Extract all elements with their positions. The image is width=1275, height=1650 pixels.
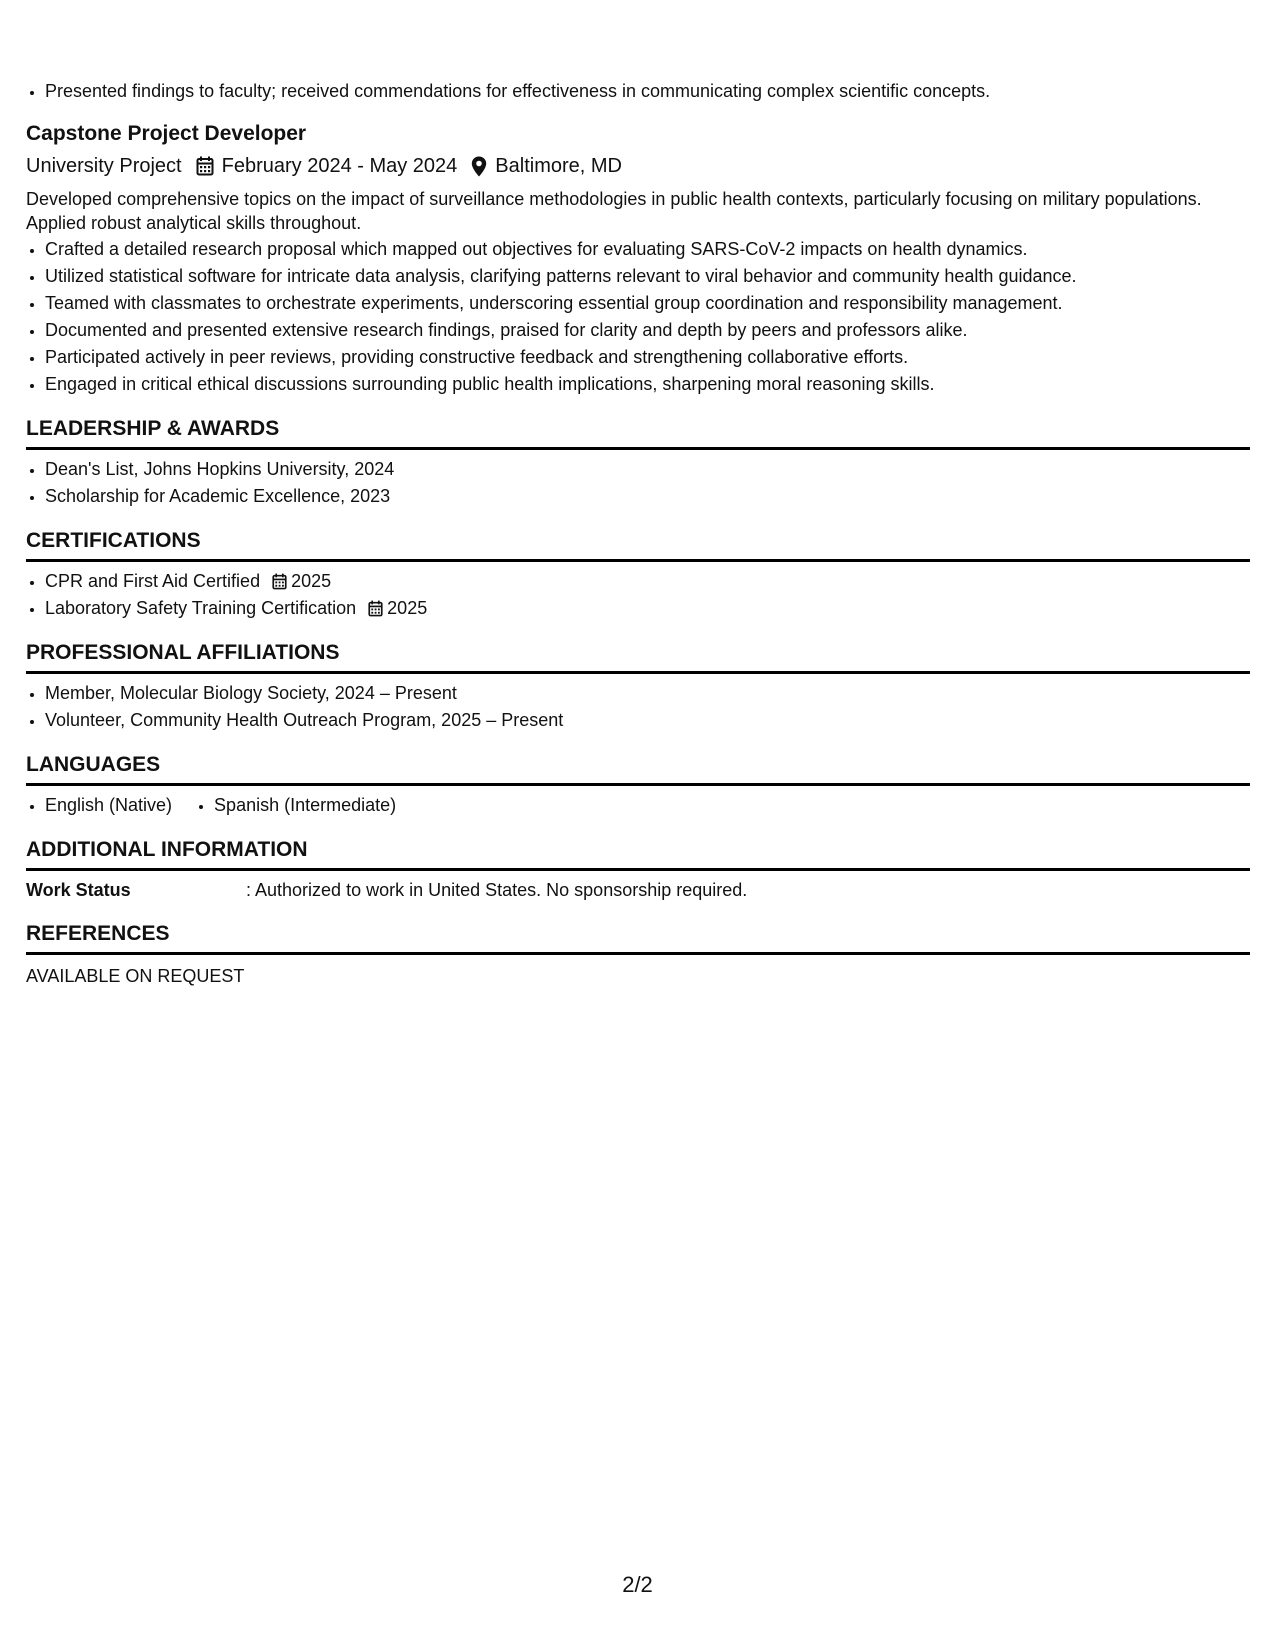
calendar-icon bbox=[196, 156, 214, 176]
project-entry bbox=[26, 121, 1250, 398]
list-item: • Dean's List, Johns Hopkins University, 2024 bbox=[45, 456, 1250, 483]
map-pin-icon bbox=[471, 156, 487, 177]
info-value: : Authorized to work in United States. No sponsorship required. bbox=[246, 880, 748, 900]
additional-info-section bbox=[26, 837, 1250, 903]
section-title: PROFESSIONAL AFFILIATIONS bbox=[26, 640, 1250, 674]
job-dates: February 2024 - May 2024 bbox=[221, 155, 458, 177]
resume-page bbox=[26, 78, 1250, 989]
job-bullets bbox=[26, 236, 1250, 398]
certifications-section bbox=[26, 528, 1250, 622]
page-number: 2/2 bbox=[622, 1572, 653, 1597]
list-item: • Teamed with classmates to orchestrate experiments, underscoring essential group coordination and responsibility management. bbox=[45, 290, 1250, 317]
job-organization: University Project bbox=[26, 155, 182, 177]
section-title: LANGUAGES bbox=[26, 752, 1250, 786]
languages-section bbox=[26, 752, 1250, 819]
list-item: • Volunteer, Community Health Outreach Program, 2025 – Present bbox=[45, 707, 1250, 734]
list-item: • Participated actively in peer reviews, providing constructive feedback and strengthening collaborative efforts. bbox=[45, 344, 1250, 371]
list-item: • Engaged in critical ethical discussions surrounding public health implications, sharpening moral reasoning skills. bbox=[45, 371, 1250, 398]
section-title: REFERENCES bbox=[26, 921, 1250, 955]
calendar-icon bbox=[368, 600, 383, 617]
references-section bbox=[26, 921, 1250, 989]
job-title: Capstone Project Developer bbox=[26, 122, 307, 145]
list-item: • Member, Molecular Biology Society, 2024 – Present bbox=[45, 680, 1250, 707]
certification-year: 2025 bbox=[387, 598, 428, 618]
list-item: • Crafted a detailed research proposal which mapped out objectives for evaluating SARS-CoV-2 impacts on health dynamics. bbox=[45, 236, 1250, 263]
job-location: Baltimore, MD bbox=[495, 155, 622, 177]
job-description: Developed comprehensive topics on the impact of surveillance methodologies in public health contexts, particularly focusing on military populations. Applied robust analytical skills throughout. bbox=[26, 189, 1202, 233]
language-item: • English (Native) bbox=[45, 792, 172, 819]
affiliations-section bbox=[26, 640, 1250, 734]
section-title: ADDITIONAL INFORMATION bbox=[26, 837, 1250, 871]
section-title: CERTIFICATIONS bbox=[26, 528, 1250, 562]
list-item bbox=[45, 568, 1250, 595]
list-item: • Presented findings to faculty; received commendations for effectiveness in communicating complex scientific concepts. bbox=[45, 78, 1250, 105]
info-label: Work Status bbox=[26, 880, 131, 900]
previous-job-bullets bbox=[26, 78, 1250, 105]
section-title: LEADERSHIP & AWARDS bbox=[26, 416, 1250, 450]
references-text: AVAILABLE ON REQUEST bbox=[26, 966, 245, 986]
calendar-icon bbox=[272, 573, 287, 590]
leadership-section bbox=[26, 416, 1250, 510]
list-item: • Scholarship for Academic Excellence, 2023 bbox=[45, 483, 1250, 510]
info-row bbox=[26, 877, 1250, 903]
list-item: • Documented and presented extensive research findings, praised for clarity and depth by peers and professors alike. bbox=[45, 317, 1250, 344]
certification-year: 2025 bbox=[291, 571, 332, 591]
job-meta bbox=[26, 153, 1250, 179]
list-item: • Utilized statistical software for intricate data analysis, clarifying patterns relevant to viral behavior and community health guidance. bbox=[45, 263, 1250, 290]
list-item bbox=[45, 595, 1250, 622]
certification-name: • CPR and First Aid Certified bbox=[45, 571, 261, 591]
certification-name: • Laboratory Safety Training Certification bbox=[45, 598, 357, 618]
language-item: • Spanish (Intermediate) bbox=[214, 792, 396, 819]
